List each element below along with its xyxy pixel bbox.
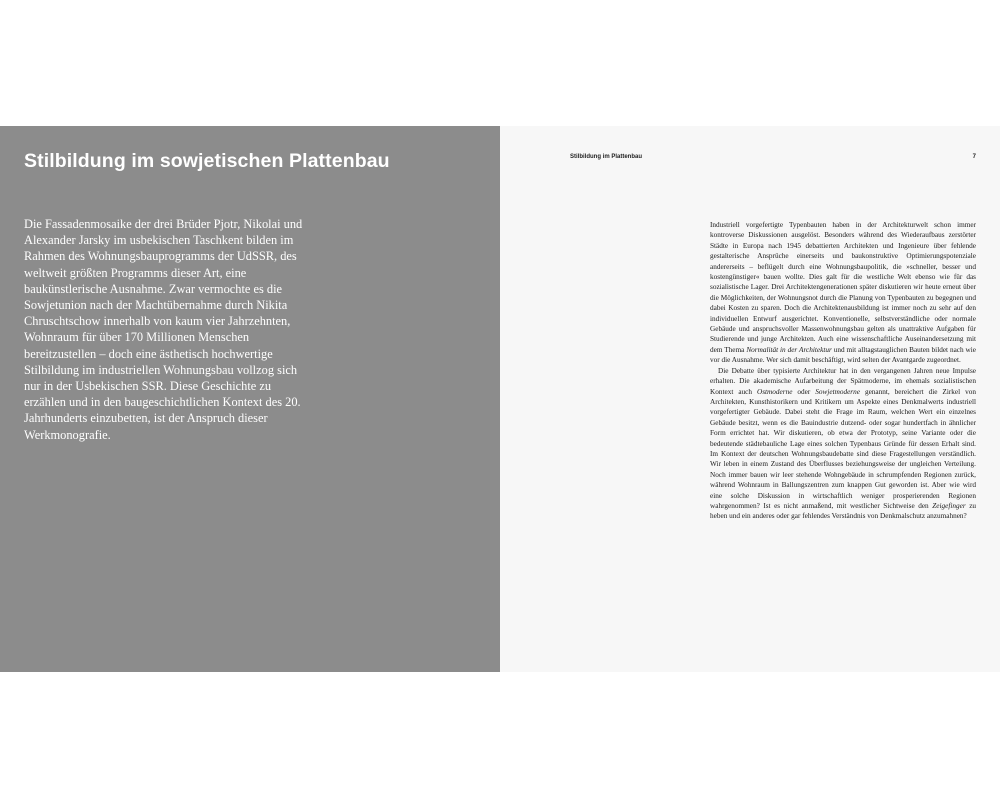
paragraph-2-part-a: Die Debatte über typisierte Architektur hat in den vergangenen Jahren neue Impulse erhalten. Die akademische Aufarbeitung der Spätmoderne, im ehemals sozialistischen Kontext auch [710,366,976,396]
right-page [500,126,1000,672]
paragraph-1-text: Industriell vorgefertigte Typenbauten haben in der Architekturwelt schon immer kontroverse Diskussionen ausgelöst. Besonders während des Wiederaufbaus zerstörter Städte in Europa nach 1945 debattierten Architekten und Ingenieure über fehlende gestalterische Ansprüche einerseits und baukonstruktive Optimierungspotenziale andererseits – beflügelt durch eine Wohnungsbaupolitik, die »schneller, besser und kostengünstiger« bauen wollte. Dies galt für die westliche Welt ebenso wie für das sozialistische Lager. Drei Architektengenerationen später diskutieren wir heute erneut über die Möglichkeiten, der Wohnungsnot durch die Planung von Typenbauten zu begegnen und dabei Kosten zu sparen. Doch die Architektenausbildung ist immer noch zu sehr auf den individuellen Entwurf ausgerichtet. Konventionelle, selbstverständliche oder normale Gebäude und anspruchsvoller Massenwohnungsbau gelten als unattraktive Aufgaben für Studierende und junge Architekten. Auch eine wissenschaftliche Auseinandersetzung mit dem Thema [710,221,976,354]
intro-paragraph: Die Fassadenmosaike der drei Brüder Pjotr, Nikolai und Alexander Jarsky im usbekischen Taschkent bilden im Rahmen des Wohnungsbauprogramms der UdSSR, des weltweit größten Programms dieser Art, eine baukünstlerische Ausnahme. Zwar vermochte es die Sowjetunion nach der Machtübernahme durch Nikita Chruschtschow innerhalb von kaum vier Jahrzehnten, Wohnraum für über 170 Millionen Menschen bereitzustellen – doch eine ästhetisch hochwertige Stilbildung im industriellen Wohnungsbau vollzog sich nur in der Usbekischen SSR. Diese Geschichte zu erzählen und in den baugeschichtlichen Kontext des 20. Jahrhunderts einzubetten, ist der Anspruch dieser Werkmonografie. [24,217,303,442]
body-paragraph-2 [710,366,976,522]
chapter-title: Stilbildung im sowjetischen Plattenbau [24,150,390,172]
paragraph-2-emphasis-3: Zeigefinger [932,501,966,510]
running-head: Stilbildung im Plattenbau [570,154,642,160]
paragraph-2-part-d: zu heben und ein anderes oder gar fehlendes Verständnis von Denkmalschutz anzumahnen? [710,501,977,521]
paragraph-2-part-b: oder [797,387,811,396]
paragraph-1-emphasis: Normalität in der Architektur [746,345,832,354]
body-paragraph-1 [710,220,976,366]
paragraph-2-emphasis-1: Ostmoderne [756,387,793,396]
paragraph-2-emphasis-2: Sowjetmoderne [815,387,860,396]
paragraph-2-part-c: genannt, bereichert die Zirkel von Architekten, Kunsthistorikern und Kritikern um Aspekte eines Denkmalwerts industriell vorgefertigter Gebäude. Dabei steht die Frage im Raum, welchen Wert ein einzelnes Gebäude besitzt, wenn es die Bauindustrie dutzend- oder sogar hundertfach in ähnlicher Form errichtet hat. Wir diskutieren, ob etwa der Prototyp, seine Variante oder die bedeutende städtebauliche Lage eines solchen Typenbaus Gründe für dessen Erhalt sind. Im Kontext der deutschen Wohnungsbaudebatte sind diese Fragestellungen verständlich. Wir leben in einem Zustand des Überflusses beziehungsweise der ungleichen Verteilung. Noch immer bauen wir leer stehende Wohngebäude in schrumpfenden Regionen zurück, während Wohnraum in Ballungszentren zum knappen Gut geworden ist. Aber wie wird eine solche Diskussion in wirtschaftlich weniger prosperierenden Regionen wahrgenommen? Ist es nicht anmaßend, mit westlicher Sichtweise den [710,387,976,510]
book-spread [0,126,1000,672]
body-text [710,220,976,522]
paragraph-1-end: und mit alltagstauglichen Bauten bildet nach wie vor die Ausnahme. Wer sich damit beschäftigt, wird selten der Avantgarde zugeordnet. [710,345,977,365]
left-page [0,126,500,672]
page-number: 7 [972,154,976,160]
